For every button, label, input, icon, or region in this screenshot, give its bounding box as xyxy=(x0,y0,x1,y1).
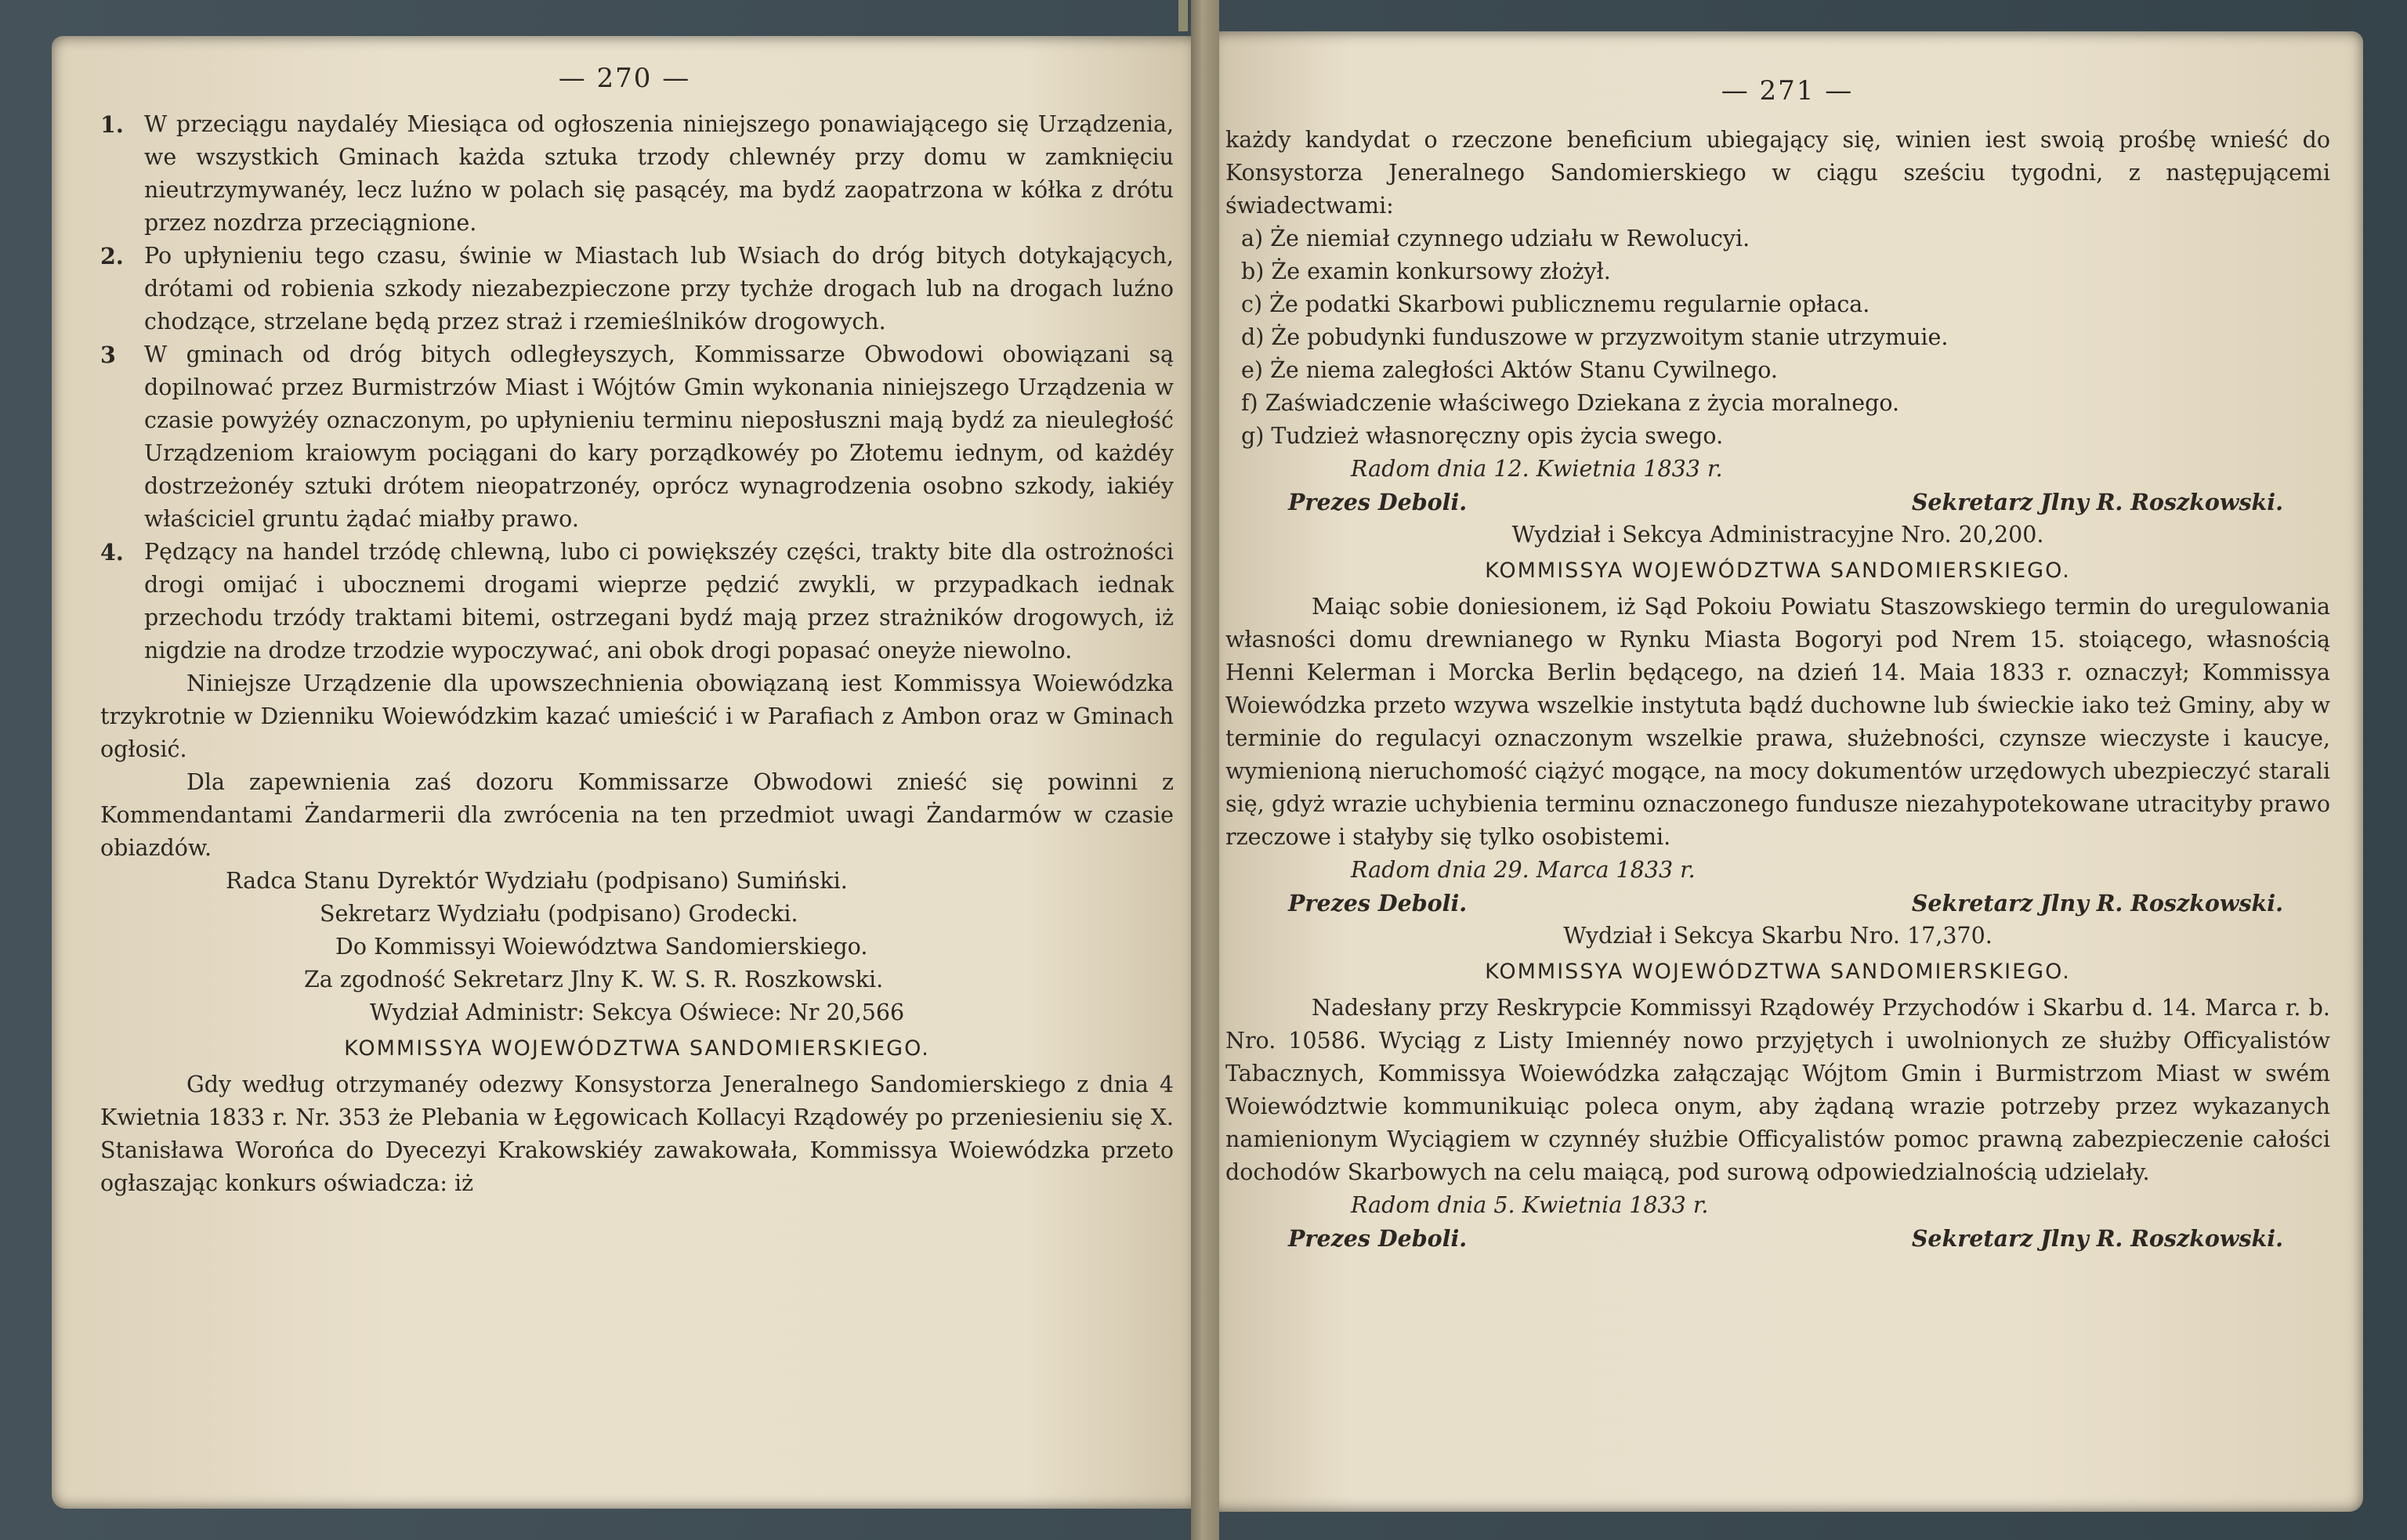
signature-line: Za zgodność Sekretarz Jlny K. W. S. R. Roszkowski. xyxy=(304,967,884,992)
list-item: g) Tudzież własnoręczny opis życia swego. xyxy=(1241,423,1724,449)
sekretarz-signature: Sekretarz Jlny R. Roszkowski. xyxy=(1911,489,2283,515)
date-line: Radom dnia 5. Kwietnia 1833 r. xyxy=(1351,1192,1709,1218)
item-number: 3 xyxy=(100,342,116,368)
book-gutter xyxy=(1191,0,1219,1540)
requirements-list xyxy=(1241,222,2330,453)
left-page xyxy=(52,36,1197,1509)
left-page-text xyxy=(100,108,1174,1200)
item-text: W przeciągu naydaléy Miesiąca od ogłoszenia niniejszego ponawiającego się Urządzenia, we wszystkich Gminach każda sztuka trzody chlewnéy przy domu w zamknięciu nieutrzymywanéy, lecz luźno w polach się pasącéy, ma bydź zaopatrzona w kółka z drótu przez nozdrza przeciągnione. xyxy=(144,111,1174,236)
item-number: 4. xyxy=(100,539,124,566)
prezes-signature: Prezes Deboli. xyxy=(1288,1225,1468,1252)
sekretarz-signature: Sekretarz Jlny R. Roszkowski. xyxy=(1911,890,2283,916)
section-heading: Wydział Administr: Sekcya Oświece: Nr 20,566 xyxy=(369,1000,905,1025)
right-page-text xyxy=(1225,124,2330,1255)
prezes-signature: Prezes Deboli. xyxy=(1288,489,1468,515)
signature-row xyxy=(1225,1222,2330,1255)
section-title: KOMMISSYA WOJEWÓDZTWA SANDOMIERSKIEGO. xyxy=(344,1036,930,1061)
signature-line: Sekretarz Wydziału (podpisano) Grodecki. xyxy=(320,901,798,927)
date-line: Radom dnia 12. Kwietnia 1833 r. xyxy=(1351,456,1723,482)
date-line: Radom dnia 29. Marca 1833 r. xyxy=(1351,857,1696,883)
right-page xyxy=(1211,31,2363,1512)
item-text: Pędzący na handel trzódę chlewną, lubo ci powiększéy części, trakty bite dla ostrożności drogi omijać i ubocznemi drogami wieprze pędzić zwykli, w przypadkach iednak przechodu trzódy traktami bitemi, ostrzegani bydź mają przez strażników drogowych, iż nigdzie na drodze trzodzie wypoczywać, ani obok drogi popasać oneyże niewolno. xyxy=(144,539,1174,663)
page-number: — 271 — xyxy=(1721,75,1854,107)
paragraph: Nadesłany przy Reskrypcie Kommissyi Rządowéy Przychodów i Skarbu d. 14. Marca r. b. Nro. 10586. Wyciąg z Listy Imiennéy nowo przyjętych i uwolnionych ze służby Officyalistów Tabacznych, Kommissya Woiewódzka załączając Wójtom Gmin i Burmistrzom Miast w swém Woiewództwie kommunikuiąc poleca onym, aby żądaną wrazie potrzeby przez wykazanych namienionym Wyciągiem w czynnéy służbie Officyalistów pomoc prawną zabezpieczenie całości dochodów Skarbowych na celu maiącą, pod surową odpowiedzialnością udzielały. xyxy=(1225,995,2330,1185)
section-heading: Wydział i Sekcya Administracyjne Nro. 20,200. xyxy=(1511,522,2044,548)
paragraph: Gdy według otrzymanéy odezwy Konsystorza Jeneralnego Sandomierskiego z dnia 4 Kwietnia 1833 r. Nr. 353 że Plebania w Łęgowicach Kollacyi Rządowéy po przeniesieniu się X. Stanisława Worońca do Dyecezyi Krakowskiéy zawakowała, Kommissya Woiewódzka przeto ogłaszając konkurs oświadcza: iż xyxy=(100,1072,1174,1196)
list-item: b) Że examin konkursowy złożył. xyxy=(1241,258,1611,284)
item-text: Po upłynieniu tego czasu, świnie w Miastach lub Wsiach do dróg bitych dotykających, drótami od robienia szkody niezabezpieczone przy tychże drogach lub na drogach luźno chodzące, strzelane będą przez straż i rzemieślników drogowych. xyxy=(144,243,1174,334)
binding-stitch xyxy=(1178,0,1188,31)
prezes-signature: Prezes Deboli. xyxy=(1288,890,1468,916)
section-title: KOMMISSYA WOJEWÓDZTWA SANDOMIERSKIEGO. xyxy=(1485,559,2071,583)
list-item xyxy=(100,338,1174,536)
paragraph: Niniejsze Urządzenie dla upowszechnienia obowiązaną iest Kommissya Woiewódzka trzykrotnie w Dzienniku Woiewódzkim kazać umieścić i w Parafiach z Ambon oraz w Gminach ogłosić. xyxy=(100,671,1174,762)
section-heading: Wydział i Sekcya Skarbu Nro. 17,370. xyxy=(1563,923,1993,949)
signature-row xyxy=(1225,486,2330,519)
section-title: KOMMISSYA WOJEWÓDZTWA SANDOMIERSKIEGO. xyxy=(1485,960,2071,984)
sekretarz-signature: Sekretarz Jlny R. Roszkowski. xyxy=(1911,1225,2283,1252)
item-text: W gminach od dróg bitych odległeyszych, Kommissarze Obwodowi obowiązani są dopilnować przez Burmistrzów Miast i Wójtów Gmin wykonania niniejszego Urządzenia w czasie powyżéy oznaczonym, po upłynieniu terminu nieposłuszni mają bydź za nieuległość Urządzeniom kraiowym pociągani do kary porządkowéy po Złotemu iednym, od każdéy dostrzeżonéy sztuki drótem nieopatrzonéy, oprócz wynagrodzenia osobno szkody, iakiéy właściciel gruntu żądać miałby prawo. xyxy=(144,342,1174,532)
item-number: 2. xyxy=(100,243,124,269)
list-item: c) Że podatki Skarbowi publicznemu regularnie opłaca. xyxy=(1241,291,1870,317)
list-item: a) Że niemiał czynnego udziału w Rewolucyi. xyxy=(1241,226,1750,251)
signature-line: Radca Stanu Dyrektór Wydziału (podpisano) Sumiński. xyxy=(226,868,848,894)
list-item xyxy=(100,536,1174,667)
list-item: f) Zaświadczenie właściwego Dziekana z życia moralnego. xyxy=(1241,390,1900,416)
paragraph: Dla zapewnienia zaś dozoru Kommissarze Obwodowi znieść się powinni z Kommendantami Żandarmerii dla zwrócenia na ten przedmiot uwagi Żandarmów w czasie obiazdów. xyxy=(100,769,1174,861)
list-item xyxy=(100,240,1174,338)
signature-row xyxy=(1225,887,2330,920)
page-number: — 270 — xyxy=(558,63,691,94)
list-item: d) Że pobudynki funduszowe w przyzwoitym stanie utrzymuie. xyxy=(1241,324,1949,350)
list-item xyxy=(100,108,1174,240)
paragraph: Maiąc sobie doniesionem, iż Sąd Pokoiu Powiatu Staszowskiego termin do uregulowania własności domu drewnianego w Rynku Miasta Bogoryi pod Nrem 15. stoiącego, własnością Henni Kelerman i Morcka Berlin będącego, na dzień 14. Maia 1833 r. oznaczył; Kommissya Woiewódzka przeto wzywa wszelkie instytuta bądź duchowne lub świeckie iako też Gminy, aby w terminie do regulacyi oznaczonym wszelkie prawa, służebności, czynsze wieczyste i kaucye, wymienioną nieruchomość ciążyć mogące, na mocy dokumentów urzędowych ubezpieczyć starali się, gdyż wrazie uchybienia terminu oznaczonego fundusze niezahypotekowane utracityby prawo rzeczowe i stałyby się tylko osobistemi. xyxy=(1225,594,2330,850)
item-number: 1. xyxy=(100,111,124,138)
signature-line: Do Kommissyi Woiewództwa Sandomierskiego. xyxy=(335,934,868,960)
list-item: e) Że niema zaległości Aktów Stanu Cywilnego. xyxy=(1241,357,1778,383)
paragraph: każdy kandydat o rzeczone beneficium ubiegający się, winien iest swoią prośbę wnieść do Konsystorza Jeneralnego Sandomierskiego w ciągu sześciu tygodni, z następującemi świadectwami: xyxy=(1225,127,2330,219)
